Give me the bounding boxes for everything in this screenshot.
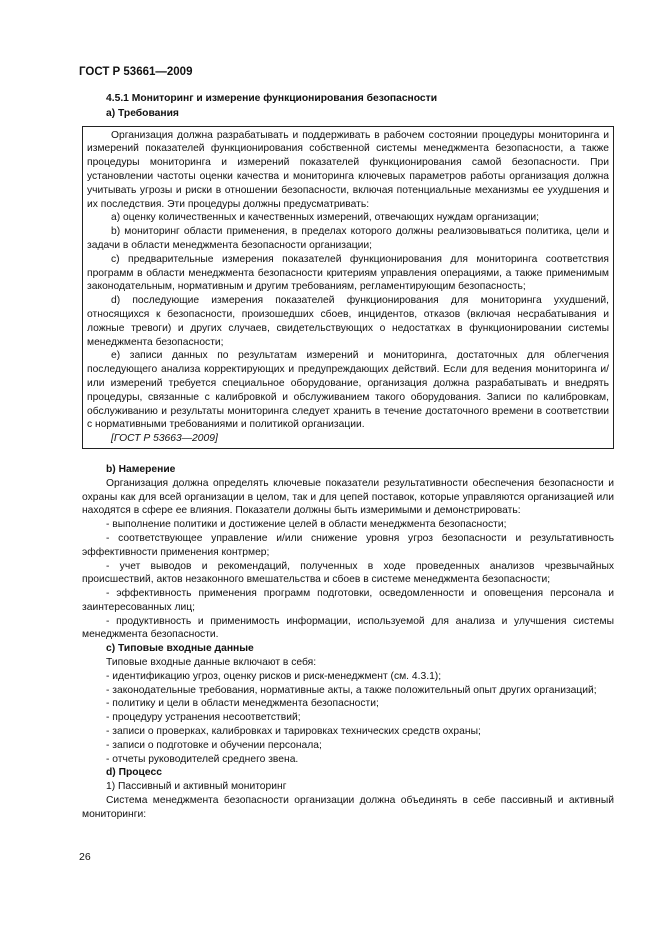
section-b-paragraph: Организация должна определять ключевые показатели результативности обеспечения безопасности и охраны как для всей организации в целом, так и для цепей поставок, которые управляются организацией или находятся в сфере ее влияния. Показатели должны быть измеримыми и демонстрировать: bbox=[82, 477, 614, 517]
section-d bbox=[82, 766, 614, 821]
box-item-b: b) мониторинг области применения, в пределах которого должны реализовываться политика, цели и задачи в области менеджмента безопасности организации; bbox=[87, 226, 609, 251]
content bbox=[82, 92, 614, 822]
section-b-item: - эффективность применения программ подготовки, осведомленности и оповещения персонала и заинтересованных лиц; bbox=[82, 588, 614, 613]
section-c-paragraph: Типовые входные данные включают в себя: bbox=[106, 657, 317, 669]
subsection-a-title: a) Требования bbox=[106, 107, 179, 119]
section-c-item: - идентификацию угроз, оценку рисков и риск-менеджмент (см. 4.3.1); bbox=[106, 670, 442, 682]
section-c-item: - отчеты руководителей среднего звена. bbox=[106, 753, 299, 765]
section-b-item: - соответствующее управление и/или снижение уровня угроз безопасности и результативность эффективности применения контрмер; bbox=[82, 532, 614, 558]
box-reference: [ГОСТ Р 53663—2009] bbox=[111, 433, 218, 445]
document-code: ГОСТ Р 53661—2009 bbox=[79, 66, 193, 78]
section-d-subtitle: 1) Пассивный и активный мониторинг bbox=[106, 781, 287, 793]
section-b bbox=[82, 463, 614, 642]
section-b-item: - продуктивность и применимость информации, используемой для анализа и улучшения системы менеджмента безопасности. bbox=[82, 615, 614, 641]
section-c-item: - записи о подготовке и обучении персонала; bbox=[106, 739, 322, 751]
section-b-item: - выполнение политики и достижение целей в области менеджмента безопасности; bbox=[106, 519, 507, 531]
section-b-item: - учет выводов и рекомендаций, полученных в ходе проведенных анализов чрезвычайных происшествий, актов незаконного вмешательства и сбоев в системе менеджмента безопасности; bbox=[82, 560, 614, 586]
box-item-a: a) оценку количественных и качественных измерений, отвечающих нуждам организации; bbox=[111, 212, 539, 224]
section-c-item: - законодательные требования, нормативные акты, а также положительный опыт других организаций; bbox=[106, 684, 597, 696]
section-c bbox=[82, 642, 614, 766]
section-c-item: - записи о проверках, калибровках и тарировках технических средств охраны; bbox=[106, 726, 481, 738]
section-d-title: d) Процесс bbox=[106, 767, 162, 779]
box-item-e: e) записи данных по результатам измерений и мониторинга, достаточных для облегчения последующего анализа корректирующих и предупреждающих действий. Если для ведения мониторинга и/или измерений требуется специальное оборудование, организация должна разрабатывать и внедрять процедуры, связанные с калибровкой и обслуживанием такого оборудования. Записи по калибровкам, обслуживанию и результаты мониторинга следует хранить в течение достаточного времени в соответствии с нормативными требованиями и политикой организации. bbox=[87, 350, 609, 431]
box-paragraph: Организация должна разрабатывать и поддерживать в рабочем состоянии процедуры мониторинга и измерений показателей функционирования собственной системы менеджмента безопасности, а также процедуры мониторинга и измерений показателей функционирования самой безопасности. При установлении частоты оценки качества и мониторинга ключевых параметров работы организация должна учитывать угрозы и риски в отношении безопасности, включая потенциальные механизмы ее ухудшения и их последствия. Эти процедуры должны предусматривать: bbox=[87, 129, 609, 210]
section-c-title: c) Типовые входные данные bbox=[106, 643, 254, 655]
section-b-title: b) Намерение bbox=[106, 463, 176, 475]
section-c-item: - процедуру устранения несоответствий; bbox=[106, 712, 301, 724]
section-d-paragraph: Система менеджмента безопасности организации должна объединять в себе пассивный и активный мониторинги: bbox=[82, 795, 614, 820]
box-item-d: d) последующие измерения показателей функционирования для мониторинга ухудшений, относящихся к безопасности, произошедших сбоев, инцидентов, отказов (включая несрабатывания и ложные тревоги) и других случаев, свидетельствующих о недостатках в функционировании системы менеджмента безопасности; bbox=[87, 295, 609, 348]
section-title: 4.5.1 Мониторинг и измерение функционирования безопасности bbox=[106, 93, 438, 104]
quoted-requirements-box bbox=[82, 126, 614, 449]
page-number: 26 bbox=[79, 851, 91, 863]
section-c-item: - политику и цели в области менеджмента безопасности; bbox=[106, 698, 379, 710]
box-item-c: c) предварительные измерения показателей функционирования для мониторинга соответствия программ в области менеджмента безопасности критериям управления операциями, а также применимым законодательным, нормативным и другим требованиям, регламентирующим безопасность; bbox=[87, 253, 609, 293]
